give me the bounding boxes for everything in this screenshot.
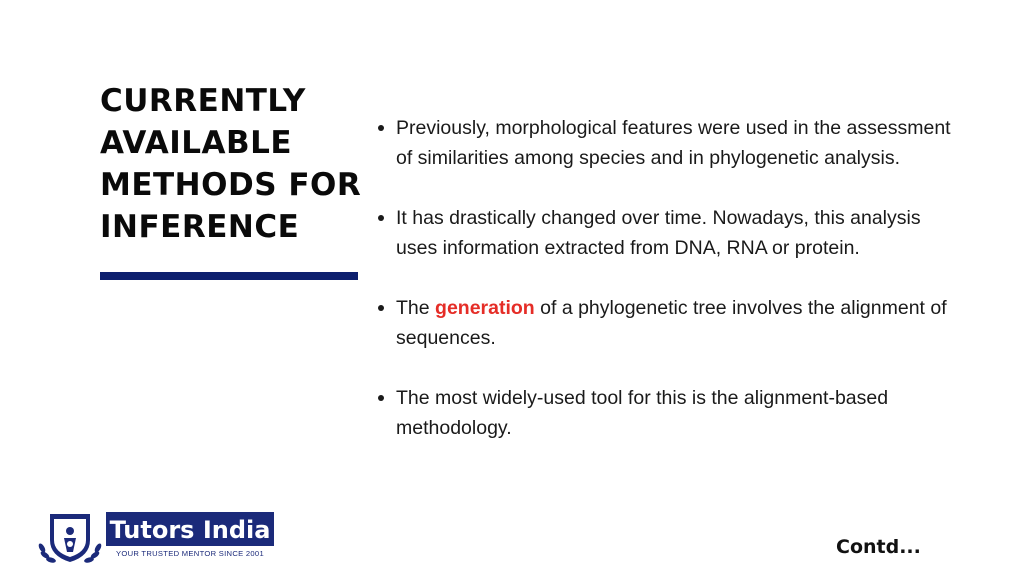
highlighted-term: generation: [435, 297, 535, 319]
title-line-1: CURRENTLY: [100, 83, 306, 119]
bullet-list: [376, 113, 956, 473]
title-line-2: AVAILABLE: [100, 125, 293, 161]
logo-name: Tutors India: [109, 516, 271, 544]
bullet-text: It has drastically changed over time. Nowadays, this analysis uses information extracted from DNA, RNA or protein.: [396, 207, 921, 259]
title-line-4: INFERENCE: [100, 209, 300, 245]
bullet-dot-icon: [378, 395, 384, 401]
bullet-item: [376, 203, 956, 263]
bullet-dot-icon: [378, 125, 384, 131]
title-line-3: METHODS FOR: [100, 167, 362, 203]
bullet-item: [376, 113, 956, 173]
bullet-text: The most widely-used tool for this is the alignment-based methodology.: [396, 387, 889, 439]
bullet-text: Previously, morphological features were used in the assessment of similarities among species and in phylogenetic analysis.: [396, 117, 951, 169]
continued-label: Contd...: [836, 536, 921, 558]
bullet-item: [376, 383, 956, 443]
bullet-text-after: of a phylogenetic tree involves the alignment of sequences.: [396, 297, 947, 349]
bullet-dot-icon: [378, 305, 384, 311]
bullet-dot-icon: [378, 215, 384, 221]
logo-tagline: YOUR TRUSTED MENTOR SINCE 2001: [116, 549, 264, 558]
title-underline-divider: [100, 272, 358, 280]
bullet-item: [376, 293, 956, 353]
tutors-india-logo: [36, 510, 276, 566]
bullet-text-before: The: [396, 297, 436, 319]
shield-emblem-icon: [50, 514, 90, 562]
slide-title: [100, 80, 370, 248]
